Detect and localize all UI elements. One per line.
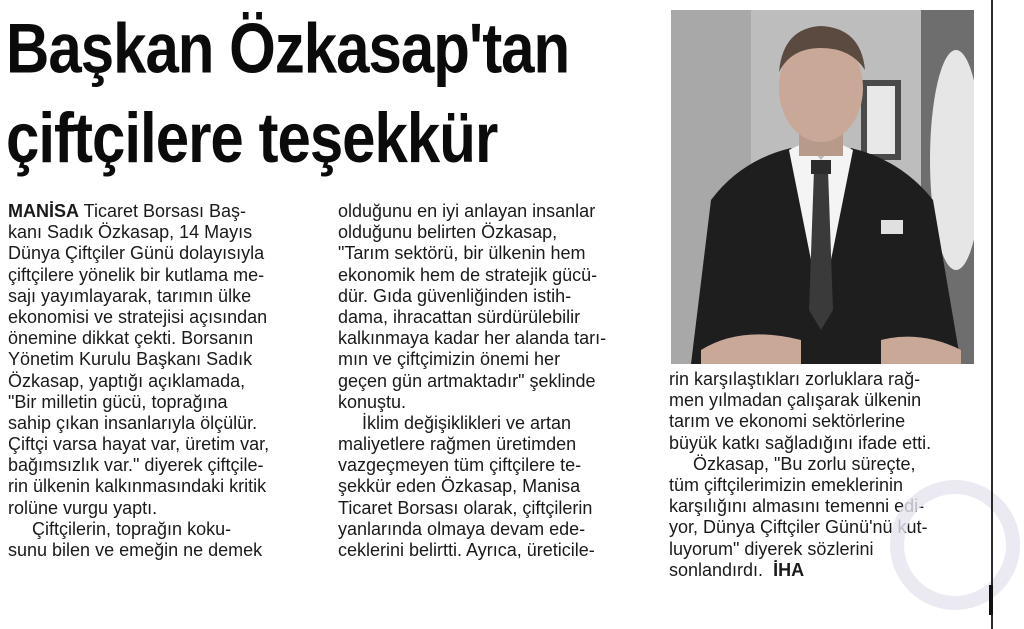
article-line [8,307,269,328]
article-line [338,519,606,540]
article-line-text: kanı Sadık Özkasap, 14 Mayıs [8,222,253,243]
article-line [8,434,269,455]
article-line-text: önemine dikkat çekti. Borsanın [8,328,254,349]
article-line [669,411,931,432]
article-line [669,390,931,411]
article-line-text: Çiftçilerin, toprağın koku- [32,518,232,539]
article-line-text: karşılığını almasını temenni edi- [669,496,925,517]
article-line-text: Özkasap, yaptığı açıklamada, [8,370,246,391]
article-line-text: ekonomisi ve stratejisi açısından [8,306,268,327]
article-line-text: yanlarında olmaya devam ede- [338,518,586,539]
headline-line-2: çiftçilere teşekkür [6,98,498,178]
article-line-text: sonlandırdı. [669,559,764,580]
article-line-text: maliyetlere rağmen üretimden [338,434,577,455]
article-line-text: çiftçilere yönelik bir kutlama me- [8,264,265,285]
column-rule [991,0,993,629]
article-line-text: olduğunu en iyi anlayan insanlar [338,201,596,221]
article-line [338,349,606,370]
article-line-text: Dünya Çiftçiler Günü dolayısıyla [8,243,265,264]
article-line [8,265,269,286]
watermark-logo [890,480,1020,610]
article-line-text: bağımsızlık var." diyerek çiftçile- [8,455,264,476]
article-line [8,519,269,540]
headline [6,4,656,183]
article-line-text: yor, Dünya Çiftçiler Günü'nü kut- [669,517,928,538]
article-line-text: sajı yayımlayarak, tarımın ülke [8,285,252,306]
article-line-text: tarım ve ekonomi sektörlerine [669,411,906,432]
article-line-text: Çiftçi varsa hayat var, üretim var, [8,434,270,455]
article-line-text: Ticaret Borsası Baş- [79,201,247,221]
article-line [8,243,269,264]
article-line-text: sunu bilen ve emeğin ne demek [8,540,263,560]
article-line-text: Özkasap, "Bu zorlu süreçte, [693,453,916,474]
article-line-text: konuştu. [338,391,407,412]
column-rule-end-mark [989,585,993,615]
article-line [669,454,931,475]
dateline-city: MANİSA [8,201,79,221]
article-line [338,328,606,349]
article-line [669,369,931,390]
article-line-text: men yılmadan çalışarak ülkenin [669,390,922,411]
article-line [338,498,606,519]
article-line-text: rin karşılaştıkları zorluklara rağ- [669,369,921,389]
article-line [8,392,269,413]
article-line [8,413,269,434]
article-column-1 [8,201,269,561]
article-line-text: Ticaret Borsası olarak, çiftçilerin [338,497,593,518]
article-line-text: kalkınmaya kadar her alanda tarı- [338,328,607,349]
article-line [338,392,606,413]
article-line-text: büyük katkı sağladığını ifade etti. [669,432,932,453]
portrait-illustration [671,10,974,364]
article-line [8,349,269,370]
article-line [8,540,269,561]
article-line [8,455,269,476]
article-line [338,371,606,392]
article-line-text: ceklerini belirtti. Ayrıca, üreticile- [338,540,595,560]
article-line-text: olduğunu belirten Özkasap, [338,222,558,243]
article-line [338,243,606,264]
article-line [8,476,269,497]
article-line [338,455,606,476]
article-line-text: tüm çiftçilerimizin emeklerinin [669,474,904,495]
article-line-text: ekonomik hem de stratejik gücü- [338,264,598,285]
article-line-text: "Bir milletin gücü, toprağına [8,391,228,412]
article-line-text: rin ülkenin kalkınmasındaki kritik [8,476,267,497]
article-line [8,498,269,519]
article-line [8,201,269,222]
article-line-text: rolüne vurgu yaptı. [8,497,158,518]
article-line-text: luyorum" diyerek sözlerini [669,538,874,559]
article-line [338,434,606,455]
article-line [8,286,269,307]
headline-line-1: Başkan Özkasap'tan [6,8,570,88]
article-line-text: İklim değişiklikleri ve artan [362,412,572,433]
article-line [338,476,606,497]
article-line-text: geçen gün artmaktadır" şeklinde [338,370,596,391]
article-line-text: sahip çıkan insanlarıyla ölçülür. [8,412,258,433]
article-line [8,328,269,349]
article-line-text: vazgeçmeyen tüm çiftçilere te- [338,455,582,476]
portrait-photo [671,10,974,364]
article-column-2 [338,201,606,561]
article-line [669,496,931,517]
article-line [338,540,606,561]
article-line [338,201,606,222]
article-line-text: "Tarım sektörü, bir ülkenin hem [338,243,586,264]
article-line-text: dama, ihracattan sürdürülebilir [338,306,581,327]
article-line [669,475,931,496]
article-line [338,413,606,434]
article-line [669,433,931,454]
news-agency-credit: İHA [773,559,805,580]
article-line-text: mın ve çiftçimizin önemi her [338,349,561,370]
article-line [8,222,269,243]
article-line [338,265,606,286]
article-line-text: dür. Gıda güvenliğinden istih- [338,285,572,306]
article-line [338,307,606,328]
article-line-text: Yönetim Kurulu Başkanı Sadık [8,349,253,370]
article-line [338,222,606,243]
article-line [8,371,269,392]
article-line-text: şekkür eden Özkasap, Manisa [338,476,581,497]
article-line [338,286,606,307]
